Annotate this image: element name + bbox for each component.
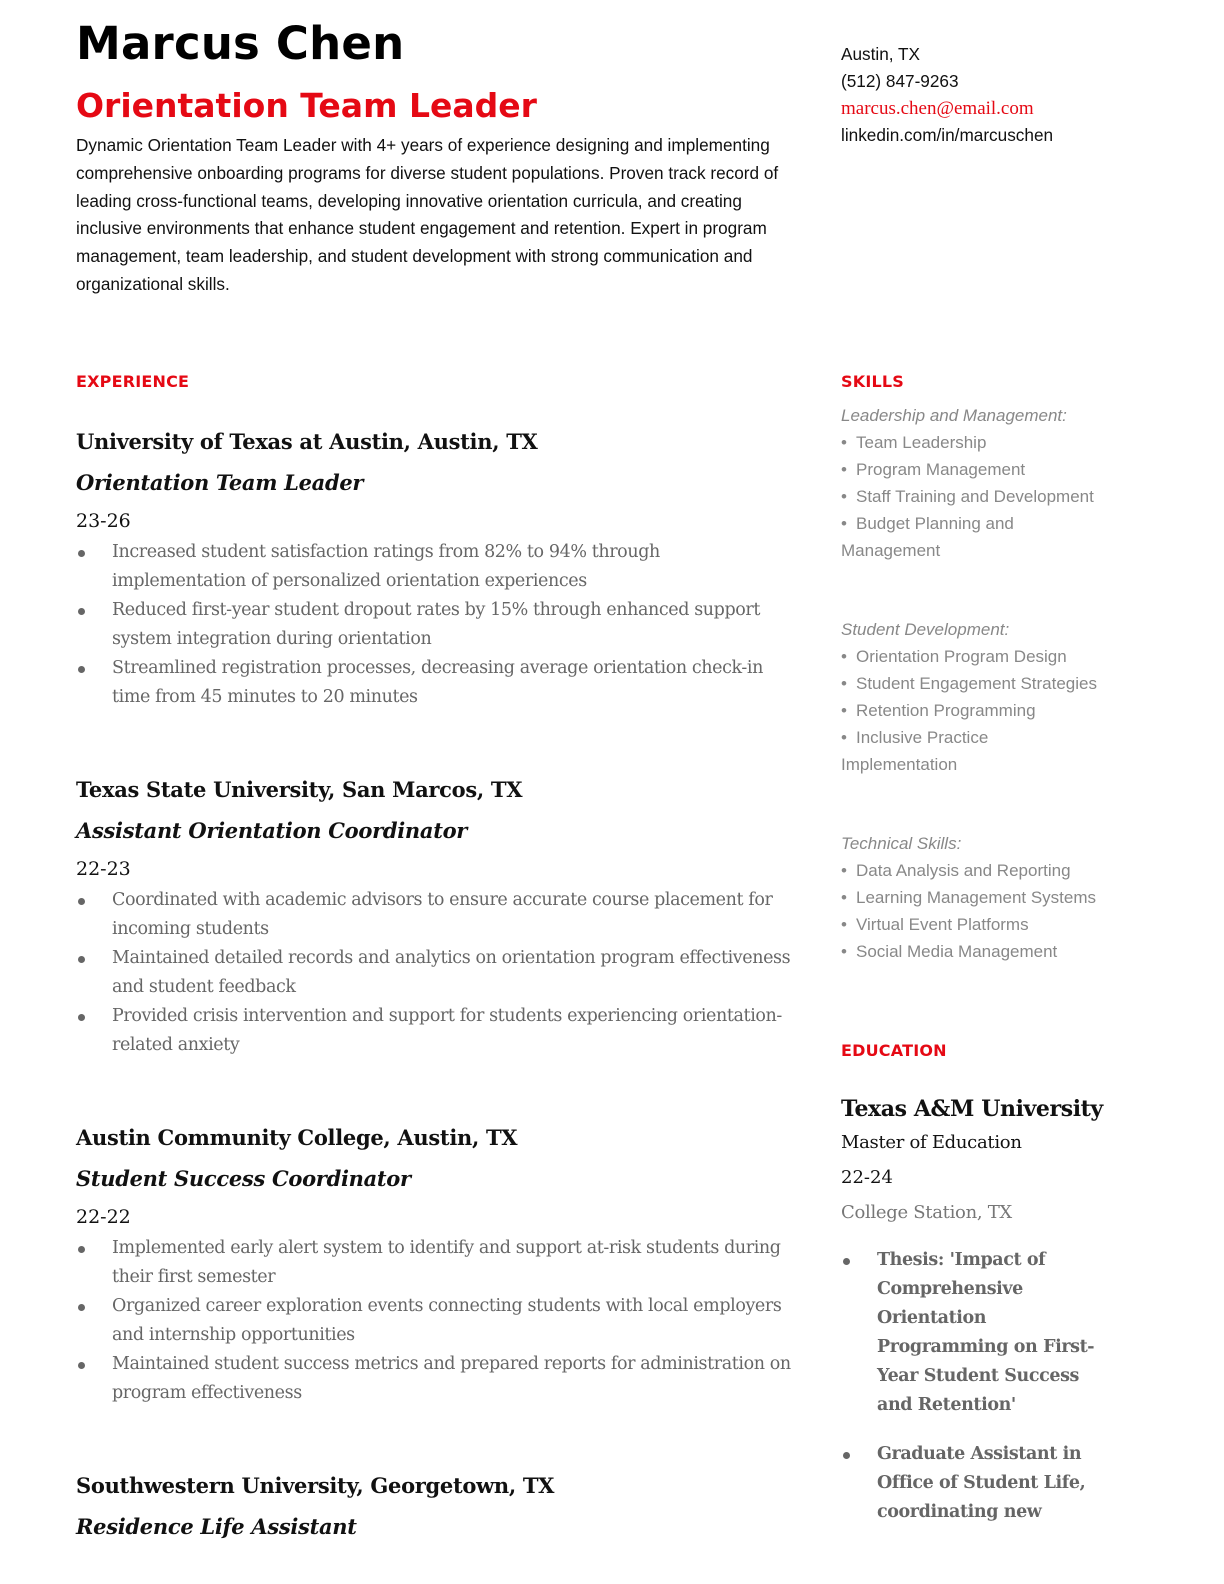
bullet-icon [843, 1258, 850, 1265]
professional-summary: Dynamic Orientation Team Leader with 4+ years of experience designing and implementing comprehensive onboarding programs for diverse student populations. Proven track record of leading cross-functional teams, developing innovative orientation curricula, and creating inclusive environments that enhance student engagement and retention. Expert in program management, team leadership, and student development with strong communication and organizational skills. [76, 135, 779, 294]
job-bullet: Increased student satisfaction ratings from 82% to 94% through implementation of personalized orientation experiences [76, 538, 796, 596]
job-dates: 23-26 [76, 510, 131, 532]
job-role: Student Success Coordinator [76, 1166, 411, 1191]
candidate-name: Marcus Chen [76, 17, 405, 70]
job-role: Orientation Team Leader [76, 470, 364, 495]
bullet-icon: • [841, 942, 847, 961]
bullet-icon: • [841, 487, 847, 506]
bullet-icon [78, 550, 85, 557]
contact-location: Austin, TX [841, 44, 920, 64]
skill-item: • Social Media Management [841, 938, 1131, 965]
job-company: Texas State University, San Marcos, TX [76, 777, 523, 802]
job-bullet: Coordinated with academic advisors to ensure accurate course placement for incoming students [76, 886, 796, 944]
job-bullet: Organized career exploration events connecting students with local employers and internship opportunities [76, 1292, 796, 1350]
bullet-icon: • [841, 861, 847, 880]
job-dates: 22-23 [76, 858, 131, 880]
skill-item: • Learning Management Systems [841, 884, 1131, 911]
job-bullet: Provided crisis intervention and support for students experiencing orientation-related anxiety [76, 1002, 796, 1060]
skill-item: • Program Management [841, 456, 1131, 483]
skills-heading: SKILLS [841, 372, 904, 391]
bullet-icon: • [841, 433, 847, 452]
contact-phone: (512) 847-9263 [841, 71, 959, 91]
job-company: Austin Community College, Austin, TX [76, 1125, 518, 1150]
skill-item: • Retention Programming [841, 697, 1131, 724]
job-bullet: Streamlined registration processes, decreasing average orientation check-in time from 45 minutes to 20 minutes [76, 654, 796, 712]
bullet-icon: • [841, 888, 847, 907]
bullet-icon [843, 1452, 850, 1459]
job-bullets [76, 886, 796, 1060]
skill-item: • Orientation Program Design [841, 643, 1131, 670]
skill-category: Leadership and Management: [841, 406, 1067, 425]
job-bullet: Maintained detailed records and analytics on orientation program effectiveness and student feedback [76, 944, 796, 1002]
skill-item: • Virtual Event Platforms [841, 911, 1131, 938]
job-bullet: Reduced first-year student dropout rates by 15% through enhanced support system integration during orientation [76, 596, 796, 654]
contact-block [841, 41, 1171, 149]
edu-dates: 22-24 [841, 1167, 893, 1188]
job-bullet: Maintained student success metrics and prepared reports for administration on program effectiveness [76, 1350, 796, 1408]
job-company: Southwestern University, Georgetown, TX [76, 1473, 555, 1498]
job-bullet: Implemented early alert system to identify and support at-risk students during their first semester [76, 1234, 796, 1292]
job-bullets [76, 538, 796, 712]
skill-item: • Budget Planning and Management [841, 510, 1041, 564]
job-entry [76, 1123, 796, 1408]
job-dates: 22-22 [76, 1206, 131, 1228]
skill-item: • Student Engagement Strategies [841, 670, 1131, 697]
skill-item: • Staff Training and Development [841, 483, 1131, 510]
contact-email-link[interactable]: marcus.chen@email.com [841, 98, 1034, 119]
bullet-icon: • [841, 647, 847, 666]
job-bullets [76, 1234, 796, 1408]
skill-item: • Inclusive Practice Implementation [841, 724, 1016, 778]
edu-bullet: Graduate Assistant in Office of Student Life, coordinating new [841, 1440, 1116, 1527]
education-heading: EDUCATION [841, 1041, 947, 1060]
bullet-icon [78, 898, 85, 905]
job-entry [76, 775, 796, 1060]
edu-bullets [841, 1246, 1116, 1527]
edu-school: Texas A&M University [841, 1096, 1103, 1122]
job-entry [76, 1471, 796, 1542]
experience-heading: EXPERIENCE [76, 372, 190, 391]
job-role: Assistant Orientation Coordinator [76, 818, 468, 843]
bullet-icon [78, 1014, 85, 1021]
job-entry [76, 427, 796, 712]
skill-group [841, 616, 1131, 778]
bullet-icon: • [841, 701, 847, 720]
skill-item: • Team Leadership [841, 429, 1131, 456]
bullet-icon [78, 608, 85, 615]
education-entry [841, 1094, 1116, 1547]
skill-group [841, 402, 1131, 564]
bullet-icon: • [841, 915, 847, 934]
bullet-icon [78, 1246, 85, 1253]
edu-location: College Station, TX [841, 1202, 1012, 1223]
skill-item: • Data Analysis and Reporting [841, 857, 1131, 884]
skill-group [841, 830, 1131, 965]
bullet-icon: • [841, 460, 847, 479]
bullet-icon: • [841, 674, 847, 693]
bullet-icon [78, 1362, 85, 1369]
job-role: Residence Life Assistant [76, 1514, 357, 1539]
edu-degree: Master of Education [841, 1132, 1022, 1153]
bullet-icon: • [841, 514, 847, 533]
skill-category: Technical Skills: [841, 834, 962, 853]
job-company: University of Texas at Austin, Austin, TX [76, 429, 538, 454]
bullet-icon [78, 1304, 85, 1311]
contact-linkedin: linkedin.com/in/marcuschen [841, 125, 1054, 145]
job-title: Orientation Team Leader [76, 86, 537, 125]
edu-bullet: Thesis: 'Impact of Comprehensive Orientation Programming on First-Year Student Success and Retention' [841, 1246, 1116, 1420]
bullet-icon [78, 666, 85, 673]
bullet-icon: • [841, 728, 847, 747]
bullet-icon [78, 956, 85, 963]
skill-category: Student Development: [841, 620, 1010, 639]
